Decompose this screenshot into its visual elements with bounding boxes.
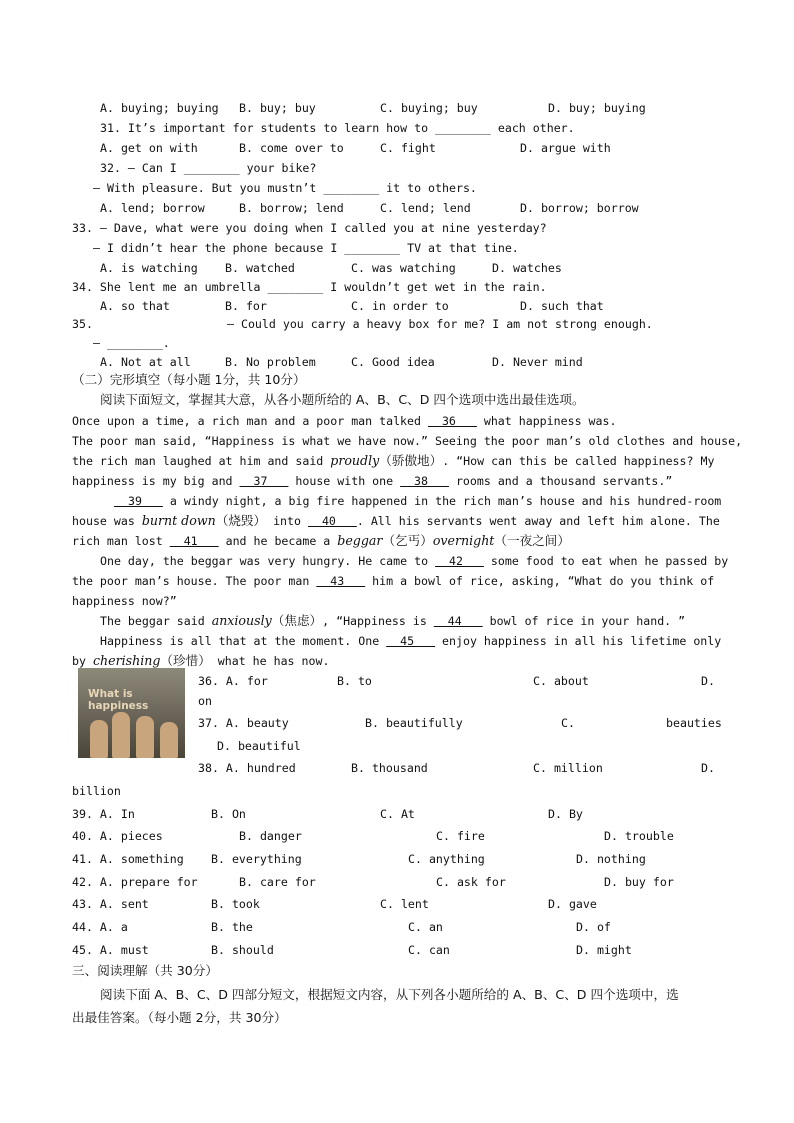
- option-d-text: on: [198, 694, 212, 708]
- passage-line: One day, the beggar was very hungry. He came to 42 some food to eat when he passed by: [100, 554, 729, 568]
- option-d: D. Never mind: [492, 355, 583, 369]
- option-b: B. watched: [225, 261, 295, 275]
- option-b: B. borrow; lend: [239, 201, 344, 215]
- option-b: B. danger: [239, 829, 302, 843]
- option-b: B. everything: [211, 852, 302, 866]
- option-d: D.: [701, 674, 715, 688]
- option-c: C. fight: [380, 141, 436, 155]
- option-a: 43. A. sent: [72, 897, 149, 911]
- option-c: C. At: [380, 807, 415, 821]
- option-d: D. might: [576, 943, 632, 957]
- option-b: B. buy; buy: [239, 101, 316, 115]
- option-b: B. to: [337, 674, 372, 688]
- keyword-overnight: overnight: [432, 533, 495, 548]
- option-c: C. ask for: [436, 875, 506, 889]
- option-b: B. care for: [239, 875, 316, 889]
- option-b: B. took: [211, 897, 260, 911]
- option-b: B. thousand: [351, 761, 428, 775]
- option-a: A. lend; borrow: [100, 201, 205, 215]
- option-d: D. such that: [520, 299, 604, 313]
- hand-shape: [160, 722, 178, 758]
- option-c: C. million: [533, 761, 603, 775]
- question-31-stem: 31. It’s important for students to learn how to ________ each other.: [100, 121, 575, 135]
- option-d: D. beautiful: [217, 739, 301, 753]
- option-a: A. so that: [100, 299, 170, 313]
- blank-37: 37: [239, 474, 289, 488]
- section-heading-reading: 三、阅读理解（共 30分）: [72, 963, 218, 978]
- option-d: D. trouble: [604, 829, 674, 843]
- option-d: D. borrow; borrow: [520, 201, 639, 215]
- option-b: B. On: [211, 807, 246, 821]
- option-c: C. in order to: [351, 299, 449, 313]
- passage-line: Once upon a time, a rich man and a poor man talked 36 what happiness was.: [72, 414, 617, 428]
- hand-shape: [90, 720, 108, 758]
- question-32-line2: — With pleasure. But you mustn’t ________ it to others.: [93, 181, 477, 195]
- option-c: C. Good idea: [351, 355, 435, 369]
- blank-44: 44: [433, 614, 483, 628]
- passage-line: The poor man said, “Happiness is what we have now.” Seeing the poor man’s old clothes and house,: [72, 434, 743, 448]
- option-a: 41. A. something: [72, 852, 184, 866]
- option-b: B. should: [211, 943, 274, 957]
- blank-40: 40: [307, 514, 357, 528]
- question-32-line1: 32. — Can I ________ your bike?: [100, 161, 317, 175]
- option-a: 37. A. beauty: [198, 716, 289, 730]
- blank-38: 38: [400, 474, 449, 488]
- option-a: 39. A. In: [72, 807, 135, 821]
- option-a: A. buying; buying: [100, 101, 219, 115]
- option-b: B. for: [225, 299, 267, 313]
- option-d: D. watches: [492, 261, 562, 275]
- question-35-number: 35.: [72, 317, 93, 331]
- passage-line: Happiness is all that at the moment. One 45 enjoy happiness in all his lifetime only: [100, 634, 722, 648]
- option-b: B. the: [211, 920, 253, 934]
- option-c: C. anything: [408, 852, 485, 866]
- passage-line: rich man lost 41 and he became a beggar（乞丐）overnight（一夜之间）: [72, 533, 570, 548]
- option-a: 44. A. a: [72, 920, 128, 934]
- question-35-line1: — Could you carry a heavy box for me? I am not strong enough.: [227, 317, 653, 331]
- option-c: C. fire: [436, 829, 485, 843]
- happiness-illustration: [78, 668, 185, 758]
- keyword-burnt-down: burnt down: [141, 513, 216, 528]
- blank-45: 45: [386, 634, 436, 648]
- keyword-cherishing: cherishing: [92, 653, 161, 668]
- option-d: D. buy; buying: [548, 101, 646, 115]
- passage-line: by cherishing（珍惜） what he has now.: [72, 653, 330, 668]
- option-a: A. get on with: [100, 141, 198, 155]
- option-b: B. come over to: [239, 141, 344, 155]
- option-d: D. argue with: [520, 141, 611, 155]
- passage-line: house was burnt down（烧毁） into 40 . All his servants went away and left him alone. The: [72, 513, 720, 528]
- option-d-text: billion: [72, 784, 121, 798]
- option-a: A. Not at all: [100, 355, 191, 369]
- blank-41: 41: [169, 534, 219, 548]
- reading-instruction: 阅读下面 A、B、C、D 四部分短文，根据短文内容，从下列各小题所给的 A、B、C、D 四个选项中，选: [100, 987, 679, 1002]
- option-d: D. By: [548, 807, 583, 821]
- question-34-stem: 34. She lent me an umbrella ________ I wouldn’t get wet in the rain.: [72, 280, 547, 294]
- cloze-instruction: 阅读下面短文，掌握其大意，从各小题所给的 A、B、C、D 四个选项中选出最佳选项。: [100, 392, 585, 407]
- blank-36: 36: [427, 414, 477, 428]
- option-c: C. an: [408, 920, 443, 934]
- option-c-text: beauties: [666, 716, 722, 730]
- option-d: D. nothing: [576, 852, 646, 866]
- hand-shape: [136, 716, 154, 758]
- keyword-proudly: proudly: [330, 453, 380, 468]
- option-a: 36. A. for: [198, 674, 268, 688]
- blank-42: 42: [435, 554, 484, 568]
- option-c: C. buying; buy: [380, 101, 478, 115]
- option-c: C. lent: [380, 897, 429, 911]
- option-d: D. of: [576, 920, 611, 934]
- option-d: D. gave: [548, 897, 597, 911]
- passage-line: happiness now?”: [72, 594, 177, 608]
- option-d: D. buy for: [604, 875, 674, 889]
- question-35-line2: — ________.: [93, 336, 170, 350]
- option-b: B. No problem: [225, 355, 316, 369]
- option-a: 40. A. pieces: [72, 829, 163, 843]
- illustration-caption: What is happiness: [88, 688, 149, 712]
- hand-shape: [112, 712, 130, 758]
- option-b: B. beautifully: [365, 716, 463, 730]
- question-33-line1: 33. — Dave, what were you doing when I called you at nine yesterday?: [72, 221, 547, 235]
- option-c: C. can: [408, 943, 450, 957]
- option-c: C. about: [533, 674, 589, 688]
- option-d: D.: [701, 761, 715, 775]
- passage-line: the poor man’s house. The poor man 43 him a bowl of rice, asking, “What do you think of: [72, 574, 715, 588]
- passage-line: happiness is my big and 37 house with one 38 rooms and a thousand servants.”: [72, 474, 673, 488]
- option-a: A. is watching: [100, 261, 198, 275]
- reading-instruction-continued: 出最佳答案。（每小题 2分，共 30分）: [72, 1010, 287, 1025]
- section-heading-cloze: （二）完形填空（每小题 1分，共 10分）: [72, 372, 306, 387]
- keyword-beggar: beggar: [337, 533, 383, 548]
- option-a: 42. A. prepare for: [72, 875, 198, 889]
- blank-43: 43: [316, 574, 366, 588]
- option-c: C.: [561, 716, 575, 730]
- passage-line: 39 a windy night, a big fire happened in the rich man’s house and his hundred-room: [114, 494, 722, 508]
- option-c: C. was watching: [351, 261, 456, 275]
- option-c: C. lend; lend: [380, 201, 471, 215]
- keyword-anxiously: anxiously: [211, 613, 272, 628]
- passage-line: The beggar said anxiously（焦虑）, “Happiness is 44 bowl of rice in your hand. ”: [100, 613, 686, 628]
- blank-39: 39: [114, 494, 163, 508]
- passage-line: the rich man laughed at him and said proudly（骄傲地）. “How can this be called happiness? My: [72, 453, 715, 468]
- option-a: 38. A. hundred: [198, 761, 296, 775]
- option-a: 45. A. must: [72, 943, 149, 957]
- question-33-line2: — I didn’t hear the phone because I ________ TV at that tine.: [93, 241, 519, 255]
